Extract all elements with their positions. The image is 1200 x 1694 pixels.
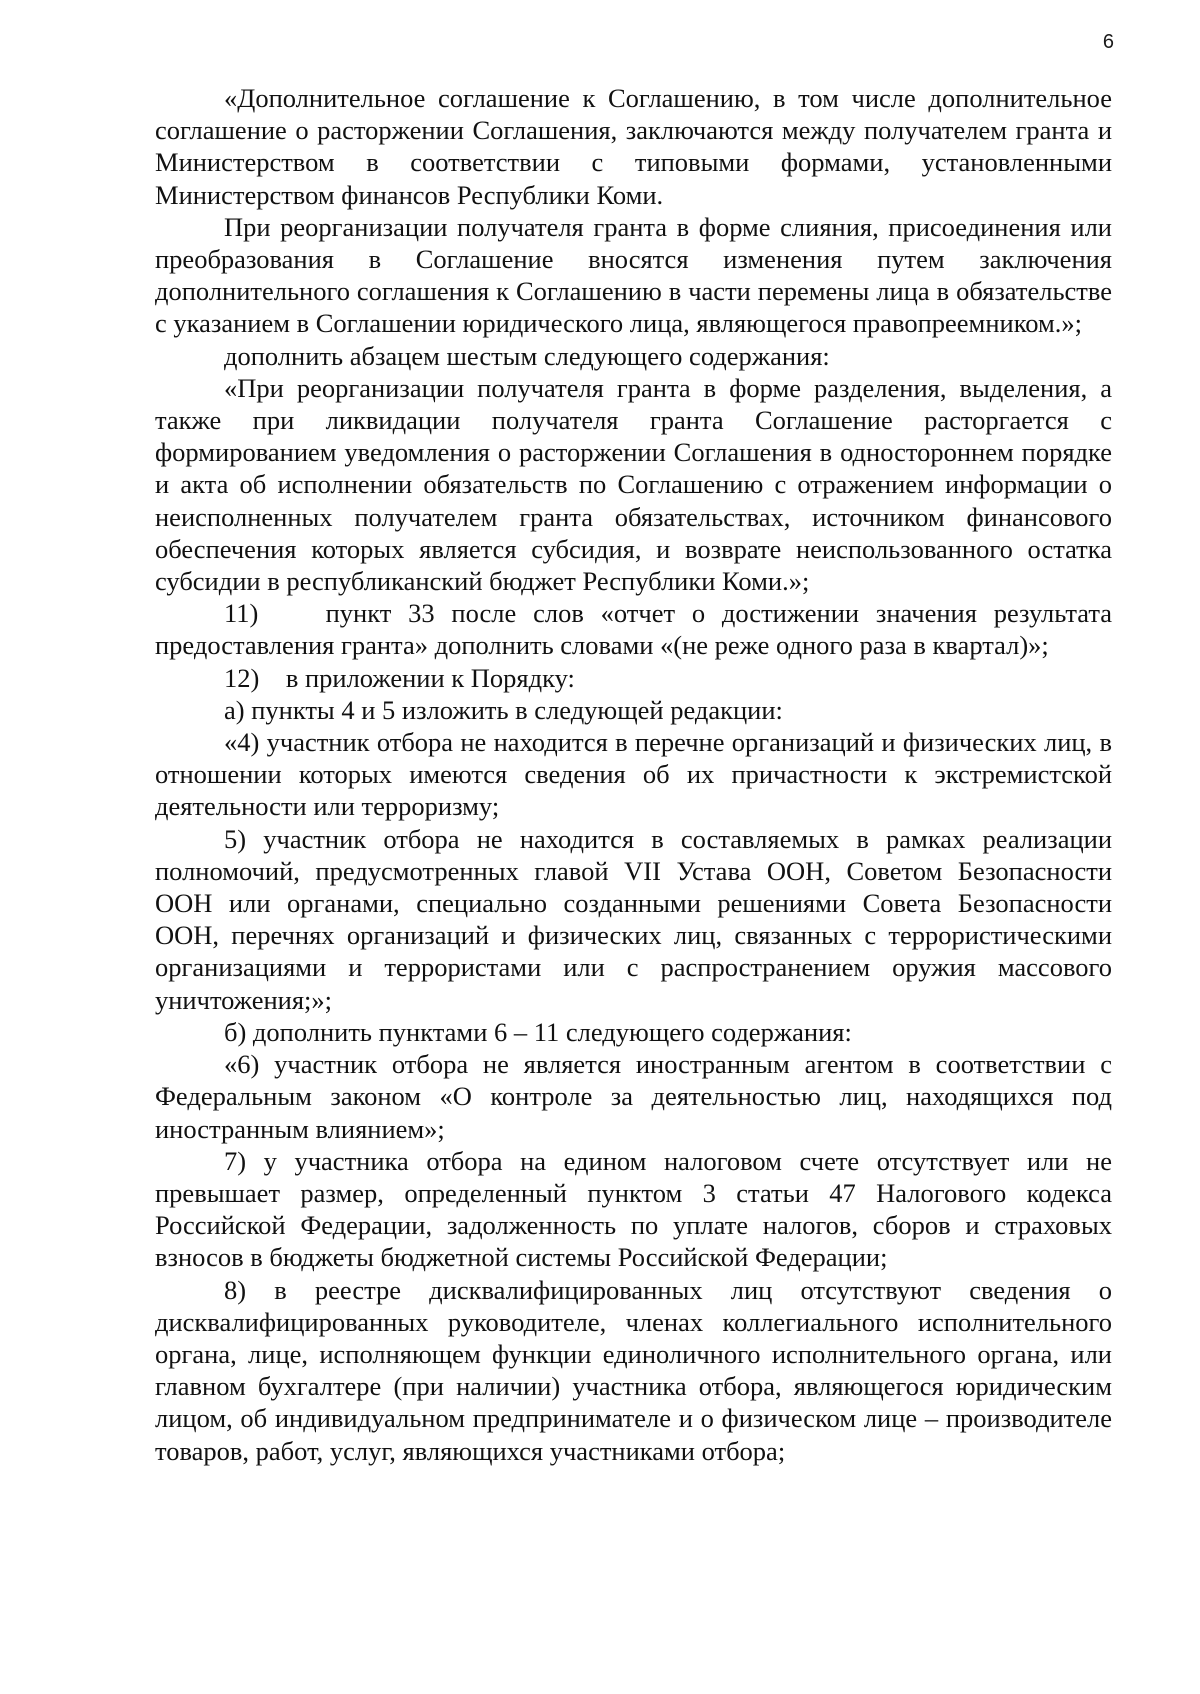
paragraph-point-5: 5) участник отбора не находится в составляемых в рамках реализации полномочий, предусмотренных главой VII Устава ООН, Советом Безопасности ООН или органами, специально созданными решениями Совета Безопасности ООН, перечнях организаций и физических лиц, связанных с террористическими организациями и террористами или с распространением оружия массового уничтожения;»; xyxy=(155,823,1112,1015)
paragraph-point-4: «4) участник отбора не находится в перечне организаций и физических лиц, в отношении которых имеются сведения об их причастности к экстремистской деятельности или терроризму; xyxy=(155,727,1112,822)
paragraph-add-sixth-abzac: дополнить абзацем шестым следующего содержания: xyxy=(224,340,830,371)
paragraph-sub-b: б) дополнить пунктами 6 – 11 следующего содержания: xyxy=(224,1016,852,1047)
paragraph-point-6: «6) участник отбора не является иностранным агентом в соответствии с Федеральным законом «О контроле за деятельностью лиц, находящихся под иностранным влиянием»; xyxy=(155,1049,1112,1144)
paragraph-sub-a: а) пункты 4 и 5 изложить в следующей редакции: xyxy=(224,694,783,725)
paragraph-point-7: 7) у участника отбора на едином налоговом счете отсутствует или не превышает размер, определенный пунктом 3 статьи 47 Налогового кодекса Российской Федерации, задолженность по уплате налогов, сборов и страховых взносов в бюджеты бюджетной системы Российской Федерации; xyxy=(155,1145,1112,1273)
page-number: 6 xyxy=(1102,31,1114,53)
paragraph-reorganization-merger: При реорганизации получателя гранта в форме слияния, присоединения или преобразования в Соглашение вносятся изменения путем заключения дополнительного соглашения к Соглашению в части перемены лица в обязательстве с указанием в Соглашении юридического лица, являющегося правопреемником.»; xyxy=(155,211,1112,339)
paragraph-point-8: 8) в реестре дисквалифицированных лиц отсутствуют сведения о дисквалифицированных руководителе, членах коллегиального исполнительного органа, лице, исполняющем функции единоличного исполнительного органа, или главном бухгалтере (при наличии) участника отбора, являющегося юридическим лицом, об индивидуальном предпринимателе и о физическом лице – производителе товаров, работ, услуг, являющихся участниками отбора; xyxy=(155,1274,1112,1466)
paragraph-item-11: 11) пункт 33 после слов «отчет о достижении значения результата предоставления гранта» дополнить словами «(не реже одного раза в квартал)»; xyxy=(155,598,1112,661)
paragraph-item-12: 12) в приложении к Порядку: xyxy=(224,662,575,693)
paragraph-reorganization-division: «При реорганизации получателя гранта в форме разделения, выделения, а также при ликвидации получателя гранта Соглашение расторгается с формированием уведомления о расторжении Соглашения в одностороннем порядке и акта об исполнении обязательств по Соглашению с отражением информации о неисполненных получателем гранта обязательствах, источником финансового обеспечения которых является субсидия, и возврате неиспользованного остатка субсидии в республиканский бюджет Республики Коми.»; xyxy=(155,372,1112,597)
paragraph-supplementary-agreement: «Дополнительное соглашение к Соглашению, в том числе дополнительное соглашение о расторжении Соглашения, заключаются между получателем гранта и Министерством в соответствии с типовыми формами, установленными Министерством финансов Республики Коми. xyxy=(155,83,1112,210)
